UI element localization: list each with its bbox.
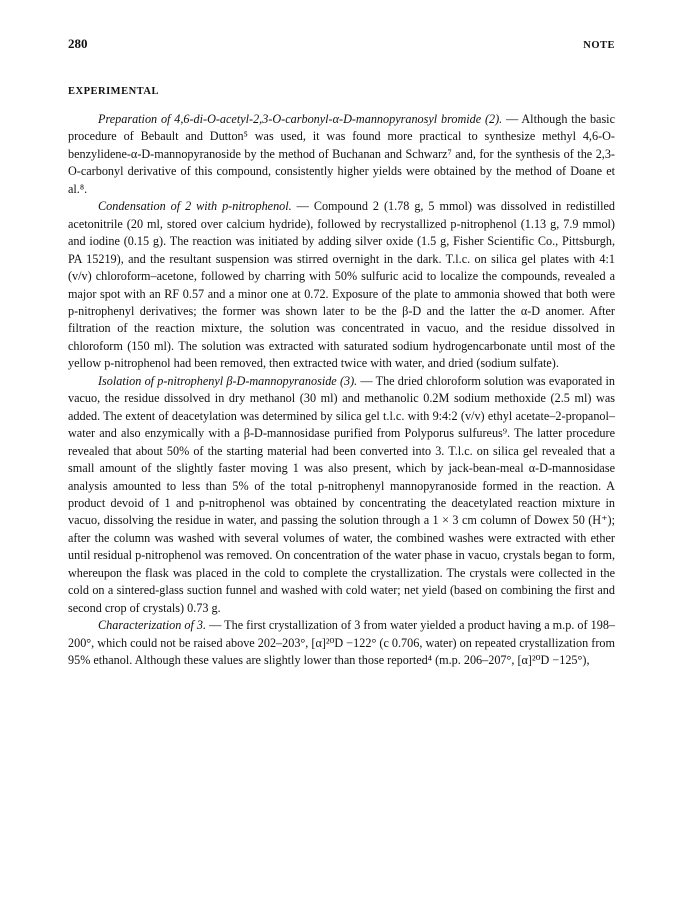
paragraph-text: — Although the basic procedure of Bebault and Dutton⁵ was used, it was found more practical to synthesize methyl 4,6-O-benzylidene-α-D-mannopyranoside by the method of Buchanan and Schwarz⁷ and, for the synthesis of the 2,3-O-carbonyl derivative of this compound, consistently higher yields were obtained by the method of Doane et al.⁸.	[68, 112, 615, 196]
body-text	[68, 111, 615, 670]
paragraph-title: Isolation of p-nitrophenyl β-D-mannopyranoside (3).	[98, 373, 358, 388]
paragraph-characterization	[68, 617, 615, 669]
section-heading: EXPERIMENTAL	[68, 86, 159, 97]
paragraph-title: Characterization of 3.	[98, 618, 207, 633]
paragraph-title: Condensation of 2 with p-nitrophenol.	[98, 199, 292, 214]
paragraph-text: — The first crystallization of 3 from water yielded a product having a m.p. of 198–200°, which could not be raised above 202–203°, [α]²⁰D −122° (c 0.706, water) on repeated crystallization from 95% ethanol. Although these values are slightly lower than those reported⁴ (m.p. 206–207°, [α]²⁰D −125°),	[68, 618, 616, 668]
page-number: 280	[68, 36, 88, 51]
paragraph-preparation	[68, 111, 615, 198]
running-head: NOTE	[583, 40, 615, 51]
page	[68, 36, 615, 670]
paragraph-text: — The dried chloroform solution was evaporated in vacuo, the residue dissolved in dry methanol (30 ml) and methanolic 0.2M sodium methoxide (2.5 ml) was added. The extent of deacetylation was determined by silica gel t.l.c. with 9:4:2 (v/v) ethyl acetate–2-propanol–water and also enzymically with a β-D-mannosidase purified from Polyporus sulfureus⁹. The latter procedure revealed that about 50% of the starting material had been converted into 3. T.l.c. on silica gel revealed that a small amount of the slightly faster moving 1 was also present, which by jack-bean-meal α-D-mannosidase analysis amounted to less than 5% of the total p-nitrophenyl mannopyranoside formed in the reaction. A product devoid of 1 and p-nitrophenol was obtained by concentrating the deacetylated reaction mixture in vacuo, dissolving the residue in water, and passing the solution through a 1 × 3 cm column of Dowex 50 (H⁺); after the column was washed with several volumes of water, the combined washes were extracted with ether until residual p-nitrophenol was removed. On concentration of the water phase in vacuo, crystals began to form, whereupon the flask was placed in the cold to complete the crystallization. The crystals were collected in the cold on a sintered-glass suction funnel and washed with cold water; net yield (based on combining the first and second crop of crystals) 0.73 g.	[68, 373, 615, 615]
paragraph-isolation	[68, 373, 615, 617]
paragraph-title: Preparation of 4,6-di-O-acetyl-2,3-O-carbonyl-α-D-mannopyranosyl bromide (2).	[98, 112, 503, 126]
paragraph-text: — Compound 2 (1.78 g, 5 mmol) was dissolved in redistilled acetonitrile (20 ml, stored over calcium hydride), followed by recrystallized p-nitrophenol (1.13 g, 7.9 mmol) and iodine (0.15 g). The reaction was initiated by adding silver oxide (1.5 g, Fisher Scientific Co., Pittsburgh, PA 15219), and the resultant suspension was stirred overnight in the dark. T.l.c. on silica gel plates with 4:1 (v/v) chloroform–acetone, followed by charring with 50% sulfuric acid to localize the compounds, revealed a major spot with an RF 0.57 and a minor one at 0.72. Exposure of the plate to ammonia showed that both were p-nitrophenyl derivatives; the former was shown later to be the β-D and the latter the α-D anomer. After filtration of the reaction mixture, the solution was concentrated in vacuo, and the residue dissolved in chloroform (150 ml). The solution was extracted with saturated sodium hydrogencarbonate until most of the yellow p-nitrophenol had been removed, then extracted twice with water, and dried (sodium sulfate).	[68, 199, 615, 371]
page-header	[68, 36, 615, 60]
paragraph-condensation	[68, 198, 615, 373]
